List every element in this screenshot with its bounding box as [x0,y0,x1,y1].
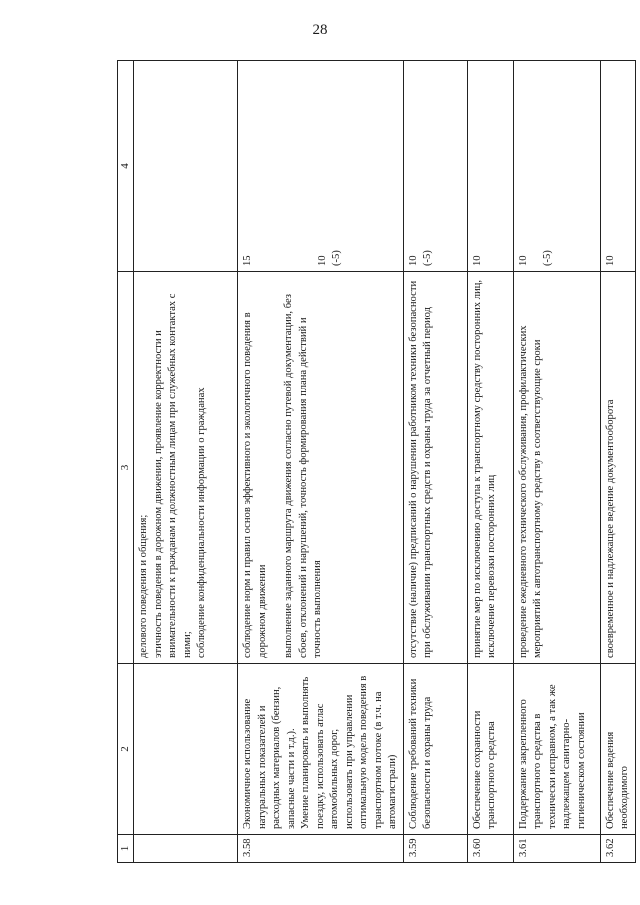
skill-cell [238,664,404,835]
table-row [467,61,513,863]
skill-text: Поддержание закрепленного транспортного средства в технически исправном, а так же надлежащем санитарно-гигиеническом состоянии [517,684,587,829]
rotated-table-container [117,61,630,863]
score-cell [467,61,513,272]
skill-text: Обеспечение сохранности транспортного средства [471,710,497,829]
table-row [513,61,600,863]
criteria-text: отсутствие (наличие) предписаний о нарушении работником техники безопасности при обслуживании транспортных средств и охраны труда за отчетный период [407,280,433,658]
score-cell [238,61,404,272]
score-value: (-5) [422,250,433,266]
skill-cell [403,664,467,835]
row-number: 3.62 [600,835,635,863]
criteria-cell [403,272,467,664]
skill-text: Экономичное использование натуральных показателей и расходных материалов (бензин, запасные части и т.д.). [242,686,297,829]
skill-text: Соблюдение требований техники безопасности и охраны труда [407,678,433,829]
criteria-text: соблюдение норм и правил основ эффективного и экологичного поведения в дорожном движении [242,312,268,658]
row-number-cell [134,835,238,863]
score-cell [600,61,635,272]
criteria-cell [467,272,513,664]
criteria-text: принятие мер по исключению доступа к транспортному средству посторонних лиц, исключение перевозки посторонних лиц [471,280,497,658]
criteria-text: проведение ежедневного технического обслуживания, профилактических мероприятий к автотранспортному средству в соответствующие сроки [517,325,543,658]
rotated-table-inner [117,61,630,863]
criteria-cell [600,272,635,664]
skill-cell [600,664,635,835]
table-row [403,61,467,863]
page-number: 28 [312,22,328,38]
header-cell-1: 1 [118,835,134,863]
criteria-cell [134,272,238,664]
criteria-text: соблюдение конфиденциальности информации о гражданах [196,387,207,658]
score-cell [403,61,467,272]
row-number: 3.61 [513,835,600,863]
score-cell [513,61,600,272]
skill-cell [134,664,238,835]
criteria-cell [513,272,600,664]
score-value: 10 [407,255,419,266]
score-value: 10 [604,255,616,266]
score-value: (-5) [542,250,553,266]
criteria-text: выполнение заданного маршрута движения согласно путевой документации, без сбоев, отклонений и нарушений, точность формирования плана действий и точность выполнения [283,294,323,658]
criteria-cell [238,272,404,664]
score-value: 10 [517,255,529,266]
header-cell-2: 2 [118,664,134,835]
skill-cell [513,664,600,835]
score-value: 10 [316,255,328,266]
table-header-row [118,61,134,863]
score-value: (-5) [331,250,342,266]
skill-text: Умение планировать и выполнять поездку, использовать атлас автомобильных дорог, использовать при управлении оптимальную модель поведения в транспортном потоке (в т.ч. на автомагистрали) [300,675,398,829]
criteria-text: своевременное и надлежащее ведение документооборота [604,399,616,658]
skill-cell [467,664,513,835]
header-cell-4: 4 [118,61,134,272]
score-cell [134,61,238,272]
skill-text: Обеспечение ведения необходимого [604,731,630,829]
evaluation-table [117,60,636,863]
criteria-text: делового поведения и общения; [138,514,149,658]
table-row [238,61,404,863]
table-row-continuation [134,61,238,863]
row-number: 3.60 [467,835,513,863]
row-number: 3.58 [238,835,404,863]
criteria-text: этичность поведения в дорожном движении, проявление корректности и внимательности к гражданам и должностным лицам при служебных контактах с ними; [152,293,193,658]
row-number: 3.59 [403,835,467,863]
table-row [600,61,635,863]
score-value: 10 [471,255,483,266]
score-value: 15 [242,255,253,266]
header-cell-3: 3 [118,272,134,664]
